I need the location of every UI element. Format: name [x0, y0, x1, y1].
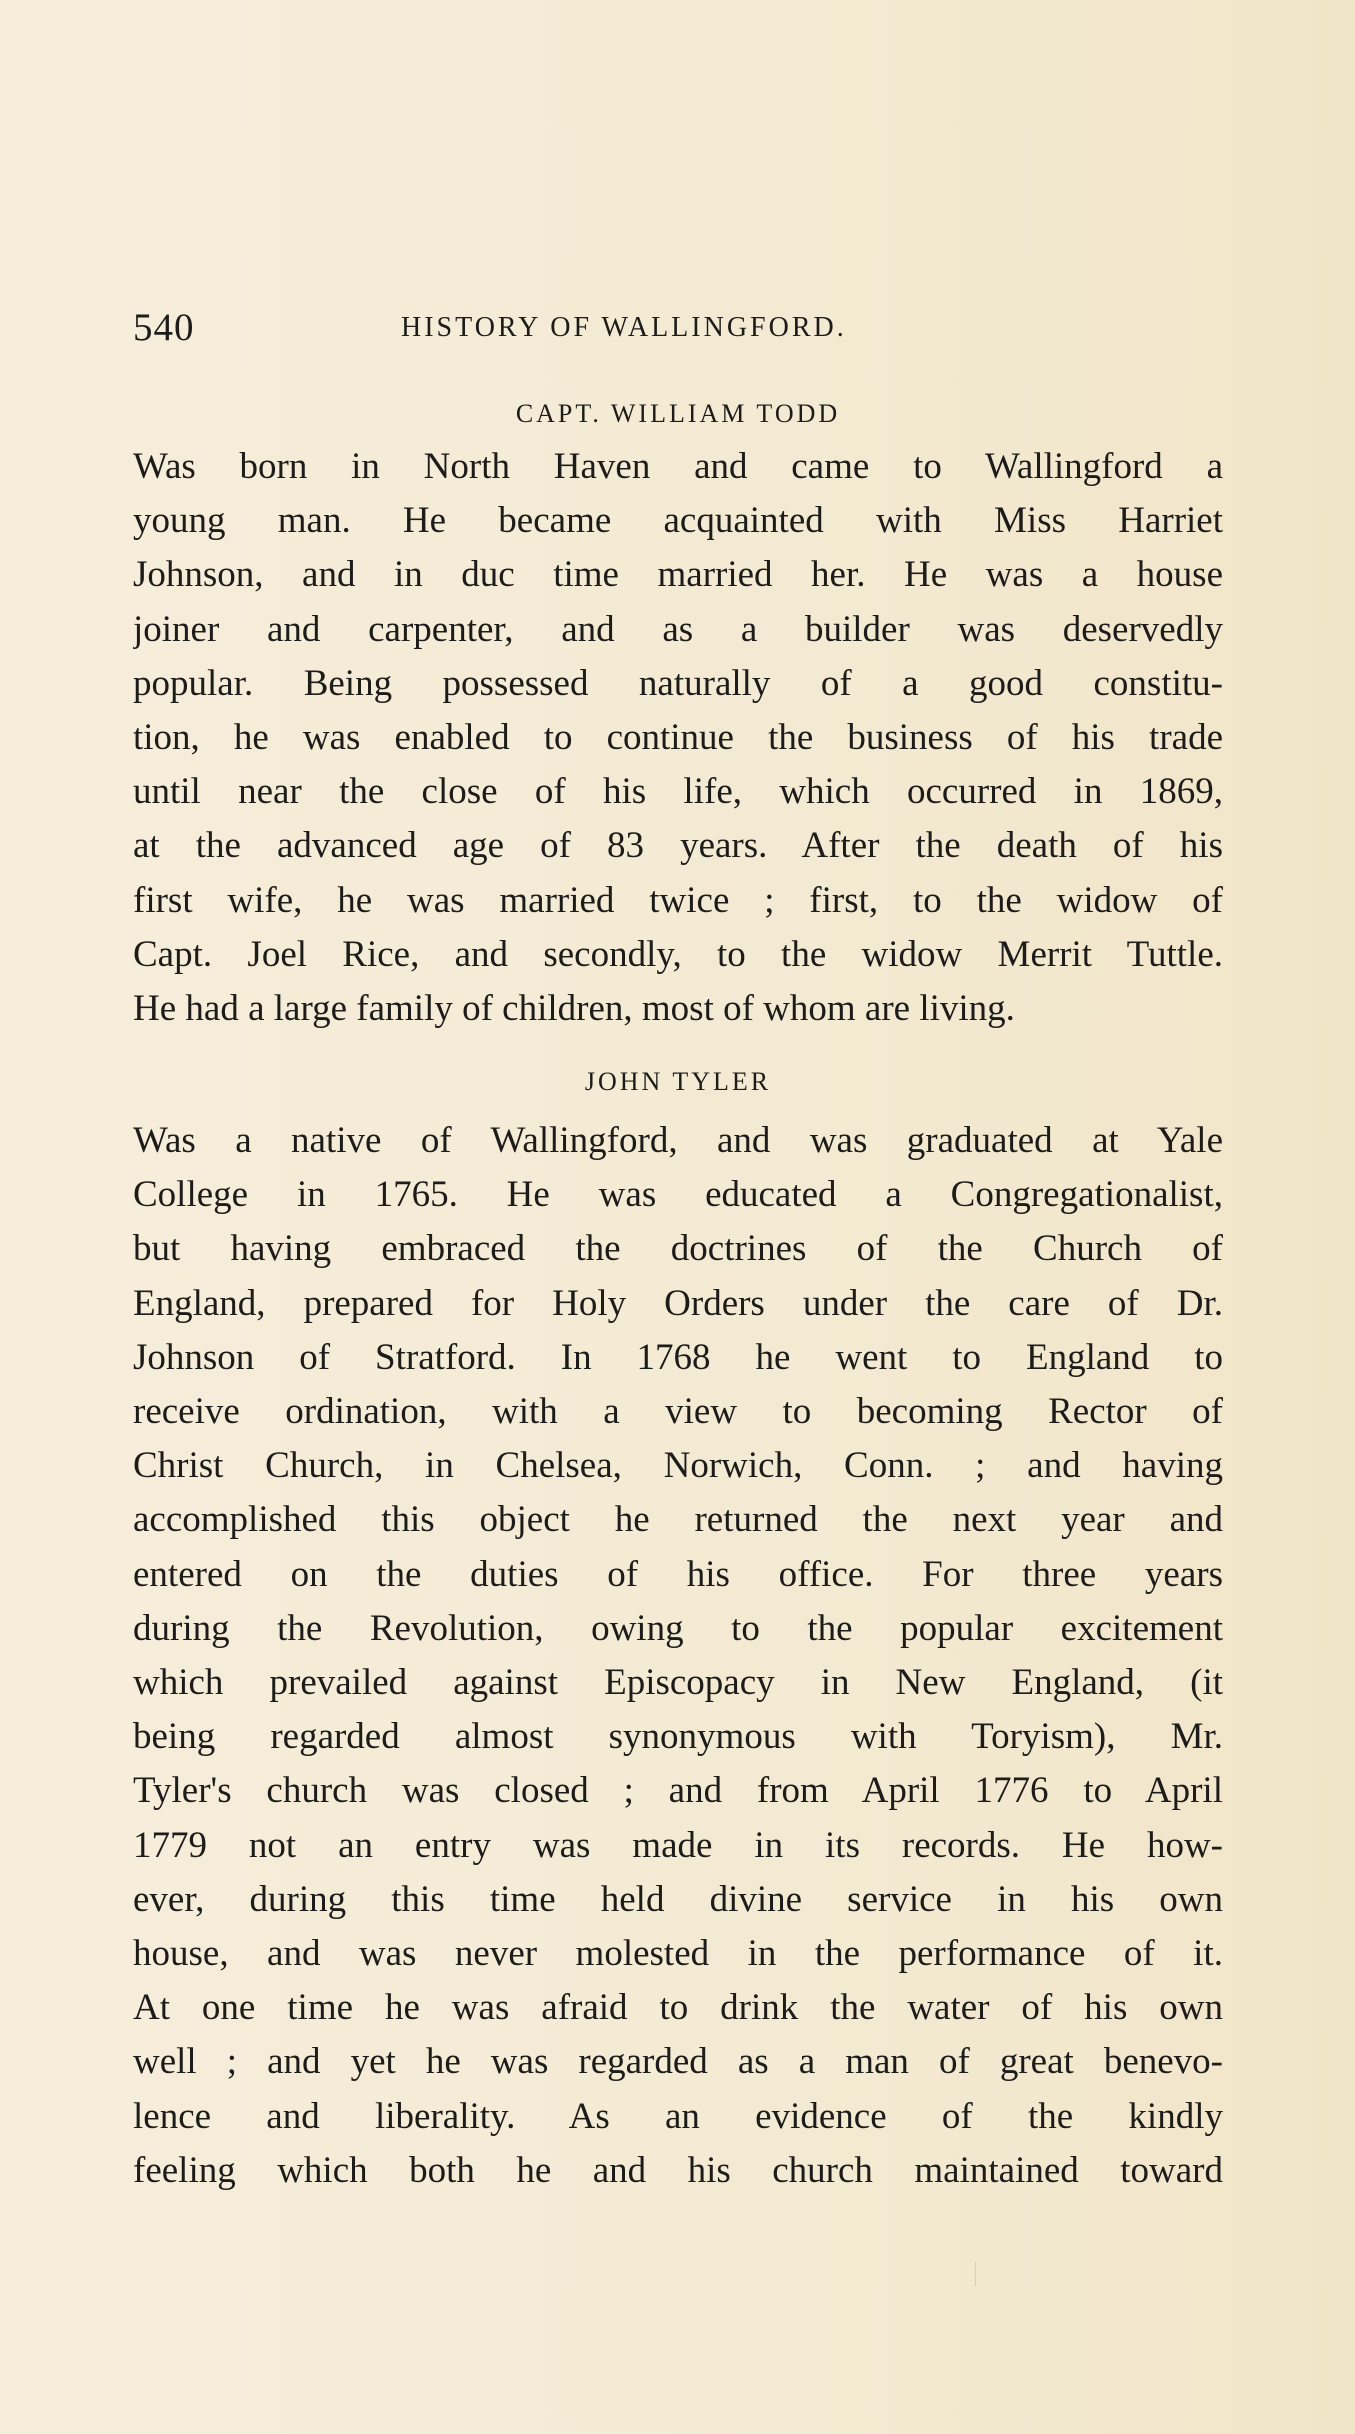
text-line: ever, during this time held divine service in his own — [133, 1878, 1223, 1920]
text-line: well ; and yet he was regarded as a man of great benevo- — [133, 2041, 1223, 2083]
text-line: house, and was never molested in the performance of it. — [133, 1933, 1223, 1975]
text-line: joiner and carpenter, and as a builder was deservedly — [133, 608, 1223, 650]
running-head — [133, 306, 1223, 350]
text-line: Johnson, and in duc time married her. He was a house — [133, 554, 1223, 596]
paragraph-tyler — [133, 1114, 1223, 2198]
running-title: HISTORY OF WALLINGFORD. — [401, 312, 847, 343]
paragraph-todd — [133, 440, 1223, 1036]
text-line: Was born in North Haven and came to Wallingford a — [133, 446, 1223, 487]
section-heading-tyler: JOHN TYLER — [584, 1067, 772, 1096]
text-line: being regarded almost synonymous with Toryism), Mr. — [133, 1716, 1223, 1758]
page-number: 540 — [133, 306, 195, 349]
text-line: Johnson of Stratford. In 1768 he went to England to — [133, 1336, 1223, 1378]
text-line: which prevailed against Episcopacy in New England, (it — [133, 1662, 1223, 1704]
text-line: young man. He became acquainted with Miss Harriet — [133, 500, 1223, 542]
text-line: 1779 not an entry was made in its records. He how- — [133, 1824, 1223, 1866]
text-line: receive ordination, with a view to becoming Rector of — [133, 1391, 1223, 1433]
text-line: feeling which both he and his church maintained toward — [133, 2149, 1223, 2191]
text-line: first wife, he was married twice ; first, to the widow of — [133, 879, 1223, 921]
text-line: Capt. Joel Rice, and secondly, to the widow Merrit Tuttle. — [133, 933, 1223, 975]
text-line: College in 1765. He was educated a Congregationalist, — [133, 1174, 1223, 1216]
text-line: during the Revolution, owing to the popular excitement — [133, 1607, 1223, 1649]
text-line: lence and liberality. As an evidence of the kindly — [133, 2095, 1223, 2137]
text-line: Christ Church, in Chelsea, Norwich, Conn. ; and having — [133, 1445, 1223, 1487]
text-line: He had a large family of children, most of whom are living. — [133, 988, 1015, 1030]
text-line: At one time he was afraid to drink the water of his own — [133, 1987, 1223, 2029]
text-line: tion, he was enabled to continue the business of his trade — [133, 717, 1223, 759]
text-line: England, prepared for Holy Orders under the care of Dr. — [133, 1282, 1223, 1324]
text-line: accomplished this object he returned the next year and — [133, 1499, 1223, 1541]
faint-margin-mark — [975, 2262, 976, 2286]
text-line: Tyler's church was closed ; and from April 1776 to April — [133, 1770, 1223, 1812]
text-line: at the advanced age of 83 years. After the death of his — [133, 825, 1223, 867]
text-line: Was a native of Wallingford, and was graduated at Yale — [133, 1120, 1223, 1161]
text-line: entered on the duties of his office. For three years — [133, 1553, 1223, 1595]
text-line: but having embraced the doctrines of the Church of — [133, 1228, 1223, 1270]
text-line: until near the close of his life, which occurred in 1869, — [133, 771, 1223, 813]
text-line: popular. Being possessed naturally of a good constitu- — [133, 662, 1223, 704]
section-heading-todd: CAPT. WILLIAM TODD — [515, 399, 841, 428]
